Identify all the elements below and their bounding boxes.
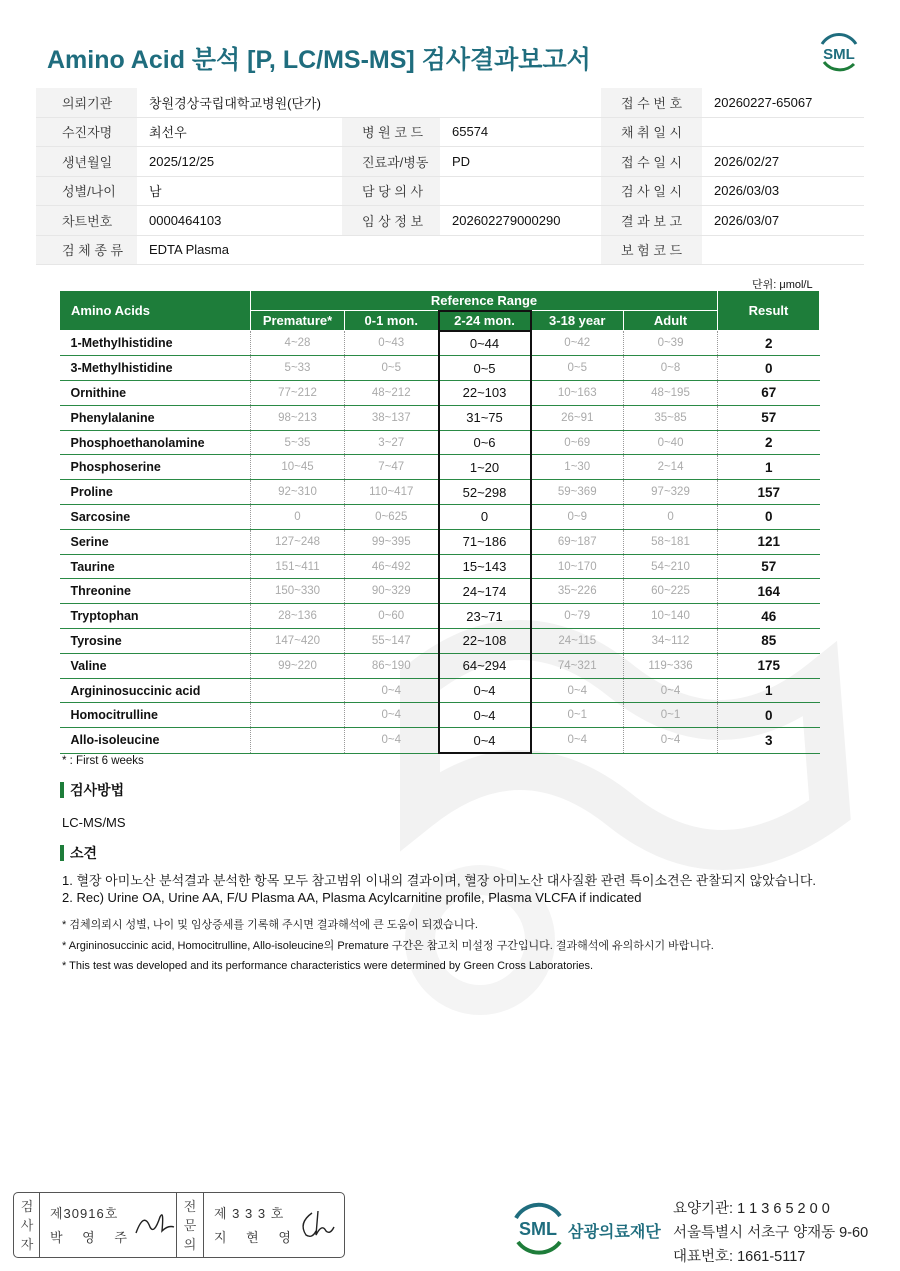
table-row bbox=[60, 728, 820, 753]
reference-range-cell: 110~417 bbox=[345, 480, 439, 505]
reference-range-cell: 0~5 bbox=[345, 356, 439, 381]
amino-acid-name: Taurine bbox=[60, 554, 251, 579]
signer-label-left: 검 사 자 bbox=[20, 1199, 34, 1252]
reference-range-cell: 0 bbox=[251, 505, 345, 530]
reference-range-cell: 0~1 bbox=[624, 703, 718, 728]
amino-acid-name: Tyrosine bbox=[60, 629, 251, 654]
header-ref-col: 3-18 year bbox=[531, 311, 624, 331]
footer-logo-icon bbox=[508, 1198, 568, 1258]
info-value: 0000464103 bbox=[137, 206, 342, 236]
info-value: EDTA Plasma bbox=[137, 235, 342, 265]
table-row bbox=[60, 405, 820, 430]
amino-acid-name: Phosphoethanolamine bbox=[60, 430, 251, 455]
opinion-line-1: 1. 혈장 아미노산 분석결과 분석한 항목 모두 참고범위 이내의 결과이며, 혈장 아미노산 대사질환 관련 특이소견은 관찰되지 않았습니다. bbox=[62, 873, 816, 888]
table-row bbox=[60, 331, 820, 356]
info-row bbox=[36, 206, 864, 236]
reference-range-cell: 69~187 bbox=[531, 529, 624, 554]
signature-box bbox=[13, 1192, 345, 1258]
table-row bbox=[60, 629, 820, 654]
reference-range-cell: 74~321 bbox=[531, 653, 624, 678]
reference-range-cell: 0~4 bbox=[345, 703, 439, 728]
reference-range-cell: 0~4 bbox=[439, 728, 531, 753]
result-cell: 2 bbox=[718, 331, 820, 356]
amino-acid-name: Phenylalanine bbox=[60, 405, 251, 430]
info-value bbox=[702, 117, 864, 147]
reference-range-cell: 92~310 bbox=[251, 480, 345, 505]
reference-range-cell: 147~420 bbox=[251, 629, 345, 654]
info-value: 2026/02/27 bbox=[702, 147, 864, 177]
amino-acid-name: Proline bbox=[60, 480, 251, 505]
reference-range-cell: 71~186 bbox=[439, 529, 531, 554]
reference-range-cell: 2~14 bbox=[624, 455, 718, 480]
info-row bbox=[36, 147, 864, 177]
note-2: * Argininosuccinic acid, Homocitrulline, Allo-isoleucine의 Premature 구간은 참고치 미설정 구간입니다. 결과해석에 유의하시기 바랍니다. bbox=[62, 940, 714, 952]
reference-range-cell: 0~4 bbox=[345, 678, 439, 703]
table-row bbox=[60, 703, 820, 728]
reference-range-cell: 48~195 bbox=[624, 381, 718, 406]
info-label bbox=[342, 235, 440, 265]
reference-range-cell: 0~40 bbox=[624, 430, 718, 455]
reference-range-cell bbox=[251, 703, 345, 728]
reference-range-cell: 0~43 bbox=[345, 331, 439, 356]
reference-range-cell: 97~329 bbox=[624, 480, 718, 505]
reference-range-cell: 1~30 bbox=[531, 455, 624, 480]
info-label: 의뢰기관 bbox=[36, 88, 137, 117]
opinion-heading: 소견 bbox=[60, 845, 97, 861]
reference-range-cell: 150~330 bbox=[251, 579, 345, 604]
info-value bbox=[440, 176, 601, 206]
reference-range-cell: 0~5 bbox=[531, 356, 624, 381]
amino-acid-name: Sarcosine bbox=[60, 505, 251, 530]
reference-range-cell: 0~69 bbox=[531, 430, 624, 455]
info-value bbox=[440, 235, 601, 265]
reference-range-cell: 24~115 bbox=[531, 629, 624, 654]
note-3: * This test was developed and its performance characteristics were determined by Green Cross Laboratories. bbox=[62, 960, 594, 972]
result-cell: 67 bbox=[718, 381, 820, 406]
reference-range-cell: 99~220 bbox=[251, 653, 345, 678]
reference-range-cell: 0~1 bbox=[531, 703, 624, 728]
reference-range-cell: 0~6 bbox=[439, 430, 531, 455]
amino-acid-name: 1-Methylhistidine bbox=[60, 331, 251, 356]
result-cell: 1 bbox=[718, 678, 820, 703]
info-row bbox=[36, 88, 864, 117]
reference-range-cell: 38~137 bbox=[345, 405, 439, 430]
reference-range-cell: 26~91 bbox=[531, 405, 624, 430]
reference-range-cell: 54~210 bbox=[624, 554, 718, 579]
table-row bbox=[60, 381, 820, 406]
reference-range-cell: 0~5 bbox=[439, 356, 531, 381]
table-row bbox=[60, 678, 820, 703]
reference-range-cell: 58~181 bbox=[624, 529, 718, 554]
reference-range-cell: 60~225 bbox=[624, 579, 718, 604]
info-value: 20260227-65067 bbox=[702, 88, 864, 117]
signature-right-icon bbox=[294, 1205, 340, 1241]
reference-range-cell: 3~27 bbox=[345, 430, 439, 455]
reference-range-cell: 10~170 bbox=[531, 554, 624, 579]
amino-acid-name: Phosphoserine bbox=[60, 455, 251, 480]
reference-range-cell: 0~4 bbox=[439, 703, 531, 728]
info-value: 2026/03/07 bbox=[702, 206, 864, 236]
amino-acid-name: Serine bbox=[60, 529, 251, 554]
amino-acid-name: Homocitrulline bbox=[60, 703, 251, 728]
sml-logo-icon bbox=[816, 30, 862, 74]
signer-right-name: 지 현 영 bbox=[214, 1230, 299, 1245]
reference-range-cell: 0~39 bbox=[624, 331, 718, 356]
amino-acid-name: Threonine bbox=[60, 579, 251, 604]
info-value: 2026/03/03 bbox=[702, 176, 864, 206]
reference-range-cell: 0~42 bbox=[531, 331, 624, 356]
footer-org-name: 삼광의료재단 bbox=[568, 1224, 661, 1241]
reference-range-cell: 55~147 bbox=[345, 629, 439, 654]
reference-range-cell: 59~369 bbox=[531, 480, 624, 505]
amino-acid-table bbox=[59, 290, 820, 754]
reference-range-cell: 23~71 bbox=[439, 604, 531, 629]
amino-acid-name: Tryptophan bbox=[60, 604, 251, 629]
reference-range-cell: 48~212 bbox=[345, 381, 439, 406]
info-label: 담 당 의 사 bbox=[342, 176, 440, 206]
result-cell: 3 bbox=[718, 728, 820, 753]
reference-range-cell: 46~492 bbox=[345, 554, 439, 579]
header-amino-acids: Amino Acids bbox=[60, 291, 251, 331]
info-label: 생년월일 bbox=[36, 147, 137, 177]
result-cell: 175 bbox=[718, 653, 820, 678]
reference-range-cell: 151~411 bbox=[251, 554, 345, 579]
method-text: LC-MS/MS bbox=[62, 815, 126, 830]
footer-code: 요양기관: 1 1 3 6 5 2 0 0 bbox=[673, 1201, 830, 1217]
result-cell: 1 bbox=[718, 455, 820, 480]
reference-range-cell: 0~44 bbox=[439, 331, 531, 356]
info-label: 병 원 코 드 bbox=[342, 117, 440, 147]
reference-range-cell: 1~20 bbox=[439, 455, 531, 480]
reference-range-cell bbox=[251, 678, 345, 703]
reference-range-cell: 98~213 bbox=[251, 405, 345, 430]
report-title: Amino Acid 분석 [P, LC/MS-MS] 검사결과보고서 bbox=[47, 46, 591, 74]
note-1: * 검체의뢰시 성별, 나이 및 임상증세를 기록해 주시면 결과해석에 큰 도움이 되겠습니다. bbox=[62, 919, 478, 931]
reference-range-cell bbox=[251, 728, 345, 753]
reference-range-cell: 22~103 bbox=[439, 381, 531, 406]
signer-left-name: 박 영 주 bbox=[50, 1230, 135, 1245]
amino-acid-name: Valine bbox=[60, 653, 251, 678]
info-value: 최선우 bbox=[137, 117, 342, 147]
reference-range-cell: 10~163 bbox=[531, 381, 624, 406]
info-label: 검 사 일 시 bbox=[601, 176, 702, 206]
reference-range-cell: 64~294 bbox=[439, 653, 531, 678]
table-row bbox=[60, 529, 820, 554]
table-row bbox=[60, 604, 820, 629]
info-label: 접 수 일 시 bbox=[601, 147, 702, 177]
footer-logo-text: SML bbox=[519, 1219, 557, 1239]
reference-range-cell: 10~140 bbox=[624, 604, 718, 629]
signature-left-icon bbox=[132, 1205, 177, 1241]
reference-range-cell: 52~298 bbox=[439, 480, 531, 505]
reference-range-cell: 15~143 bbox=[439, 554, 531, 579]
info-value: 창원경상국립대학교병원(단가) bbox=[137, 88, 342, 117]
info-label bbox=[342, 88, 440, 117]
header-reference-range: Reference Range bbox=[251, 291, 718, 311]
reference-range-cell: 10~45 bbox=[251, 455, 345, 480]
info-label: 성별/나이 bbox=[36, 176, 137, 206]
method-heading: 검사방법 bbox=[60, 782, 124, 798]
table-row bbox=[60, 356, 820, 381]
result-cell: 85 bbox=[718, 629, 820, 654]
reference-range-cell: 0~4 bbox=[624, 728, 718, 753]
result-cell: 0 bbox=[718, 703, 820, 728]
reference-range-cell: 0~4 bbox=[531, 728, 624, 753]
reference-range-cell: 0~60 bbox=[345, 604, 439, 629]
unit-label: 단위: μmol/L bbox=[752, 279, 813, 291]
footer-info bbox=[673, 1197, 868, 1269]
info-label: 검 체 종 류 bbox=[36, 235, 137, 265]
footnote: * : First 6 weeks bbox=[62, 755, 144, 767]
reference-range-cell: 0~625 bbox=[345, 505, 439, 530]
reference-range-cell: 7~47 bbox=[345, 455, 439, 480]
amino-acid-name: Argininosuccinic acid bbox=[60, 678, 251, 703]
info-label: 접 수 번 호 bbox=[601, 88, 702, 117]
reference-range-cell: 0~4 bbox=[531, 678, 624, 703]
signer-label-right: 전 문 의 bbox=[183, 1199, 197, 1252]
info-label: 채 취 일 시 bbox=[601, 117, 702, 147]
info-label: 임 상 정 보 bbox=[342, 206, 440, 236]
info-value: 202602279000290 bbox=[440, 206, 601, 236]
table-row bbox=[60, 579, 820, 604]
amino-acid-name: 3-Methylhistidine bbox=[60, 356, 251, 381]
amino-acid-name: Allo-isoleucine bbox=[60, 728, 251, 753]
table-row bbox=[60, 653, 820, 678]
info-value bbox=[440, 88, 601, 117]
reference-range-cell: 0~4 bbox=[624, 678, 718, 703]
opinion-line-2: 2. Rec) Urine OA, Urine AA, F/U Plasma AA, Plasma Acylcarnitine profile, Plasma VLCFA if indicated bbox=[62, 890, 642, 905]
table-row bbox=[60, 505, 820, 530]
table-row bbox=[60, 480, 820, 505]
reference-range-cell: 35~85 bbox=[624, 405, 718, 430]
reference-range-cell: 0 bbox=[439, 505, 531, 530]
header-result: Result bbox=[718, 291, 820, 331]
table-row bbox=[60, 554, 820, 579]
reference-range-cell: 24~174 bbox=[439, 579, 531, 604]
result-cell: 0 bbox=[718, 505, 820, 530]
result-cell: 57 bbox=[718, 405, 820, 430]
reference-range-cell: 0~4 bbox=[345, 728, 439, 753]
info-label: 수진자명 bbox=[36, 117, 137, 147]
result-cell: 121 bbox=[718, 529, 820, 554]
reference-range-cell: 127~248 bbox=[251, 529, 345, 554]
footer-address: 서울특별시 서초구 양재동 9-60 bbox=[673, 1225, 869, 1241]
reference-range-cell: 86~190 bbox=[345, 653, 439, 678]
result-cell: 0 bbox=[718, 356, 820, 381]
info-label: 진료과/병동 bbox=[342, 147, 440, 177]
info-value: 65574 bbox=[440, 117, 601, 147]
result-cell: 157 bbox=[718, 480, 820, 505]
info-value: 남 bbox=[137, 176, 342, 206]
patient-info-table bbox=[36, 88, 864, 265]
reference-range-cell: 5~35 bbox=[251, 430, 345, 455]
header-ref-col: Adult bbox=[624, 311, 718, 331]
reference-range-cell: 34~112 bbox=[624, 629, 718, 654]
result-cell: 46 bbox=[718, 604, 820, 629]
amino-acid-name: Ornithine bbox=[60, 381, 251, 406]
result-cell: 57 bbox=[718, 554, 820, 579]
logo-text: SML bbox=[823, 46, 855, 63]
reference-range-cell: 4~28 bbox=[251, 331, 345, 356]
reference-range-cell: 0~9 bbox=[531, 505, 624, 530]
reference-range-cell: 90~329 bbox=[345, 579, 439, 604]
info-row bbox=[36, 176, 864, 206]
reference-range-cell: 99~395 bbox=[345, 529, 439, 554]
reference-range-cell: 5~33 bbox=[251, 356, 345, 381]
signer-left-number: 제30916호 bbox=[50, 1206, 119, 1221]
footer-phone: 대표번호: 1661-5117 bbox=[673, 1249, 806, 1265]
table-row bbox=[60, 455, 820, 480]
reference-range-cell: 31~75 bbox=[439, 405, 531, 430]
reference-range-cell: 0~79 bbox=[531, 604, 624, 629]
reference-range-cell: 0 bbox=[624, 505, 718, 530]
info-value: PD bbox=[440, 147, 601, 177]
reference-range-cell: 119~336 bbox=[624, 653, 718, 678]
reference-range-cell: 0~4 bbox=[439, 678, 531, 703]
info-row bbox=[36, 117, 864, 147]
reference-range-cell: 77~212 bbox=[251, 381, 345, 406]
info-label: 결 과 보 고 bbox=[601, 206, 702, 236]
header-ref-col: 0-1 mon. bbox=[345, 311, 439, 331]
reference-range-cell: 28~136 bbox=[251, 604, 345, 629]
result-cell: 2 bbox=[718, 430, 820, 455]
reference-range-cell: 0~8 bbox=[624, 356, 718, 381]
info-label: 보 험 코 드 bbox=[601, 235, 702, 265]
result-cell: 164 bbox=[718, 579, 820, 604]
info-row bbox=[36, 235, 864, 265]
header-ref-col: Premature* bbox=[251, 311, 345, 331]
info-label: 차트번호 bbox=[36, 206, 137, 236]
info-value bbox=[702, 235, 864, 265]
table-row bbox=[60, 430, 820, 455]
reference-range-cell: 35~226 bbox=[531, 579, 624, 604]
info-value: 2025/12/25 bbox=[137, 147, 342, 177]
header-ref-col: 2-24 mon. bbox=[439, 311, 531, 331]
signer-right-number: 제 3 3 3 호 bbox=[214, 1206, 285, 1221]
reference-range-cell: 22~108 bbox=[439, 629, 531, 654]
